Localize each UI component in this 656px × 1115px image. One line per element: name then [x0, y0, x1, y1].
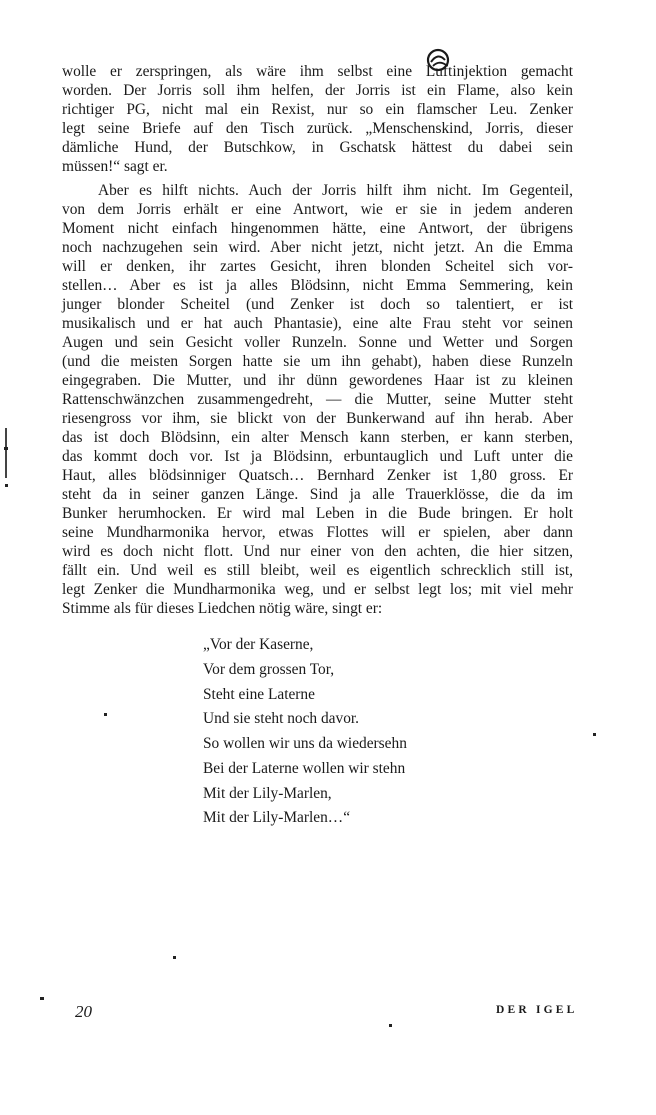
- verse-line: Mit der Lily-Marlen,: [203, 785, 332, 802]
- text-line: junger blonder Scheitel (und Zenker ist doch so talentiert, er ist: [62, 296, 573, 313]
- scan-speck: [104, 713, 107, 716]
- text-line: steht da in seiner ganzen Länge. Sind ja alle Trauerklösse, die da im: [62, 486, 573, 503]
- scan-speck: [593, 733, 596, 736]
- text-line: eingegraben. Die Mutter, und ihr dünn gewordenes Haar ist zu kleinen: [62, 372, 573, 389]
- verse-line: „Vor der Kaserne,: [203, 636, 314, 653]
- text-line: Aber es hilft nichts. Auch der Jorris hilft ihm nicht. Im Gegenteil,: [98, 182, 573, 199]
- text-line: Augen und sein Gesicht voller Runzeln. Sonne und Wetter und Sorgen: [62, 334, 573, 351]
- scan-speck: [4, 447, 8, 450]
- text-line: legt Zenker die Mundharmonika weg, und er selbst legt los; mit viel mehr: [62, 581, 573, 598]
- text-line: legt seine Briefe auf den Tisch zurück. „Menschenskind, Jorris, dieser: [62, 120, 573, 137]
- text-line: seine Mundharmonika hervor, etwas Flottes will er spielen, aber dann: [62, 524, 573, 541]
- margin-mark: [5, 428, 7, 478]
- text-line: von dem Jorris erhält er eine Antwort, wie er sie in jedem anderen: [62, 201, 573, 218]
- text-line: will er denken, ihr zartes Gesicht, ihren blonden Scheitel sich vor-: [62, 258, 573, 275]
- text-line: richtiger PG, nicht mal ein Rexist, nur so ein flamscher Leu. Zenker: [62, 101, 573, 118]
- text-line: (und die meisten Sorgen hatte sie um ihn gehabt), haben diese Runzeln: [62, 353, 573, 370]
- scan-speck: [173, 956, 176, 959]
- scan-speck: [40, 997, 44, 1000]
- text-line: stellen… Aber es ist ja alles Blödsinn, nicht Emma Semmering, kein: [62, 277, 573, 294]
- verse-line: Bei der Laterne wollen wir stehn: [203, 760, 406, 777]
- verse-line: Vor dem grossen Tor,: [203, 661, 335, 678]
- text-line: Bunker herumhocken. Er wird mal Leben in die Bude bringen. Er holt: [62, 505, 573, 522]
- text-line: noch nachzugehen sein wird. Aber nicht jetzt, nicht jetzt. An die Emma: [62, 239, 573, 256]
- text-line: Stimme als für dieses Liedchen nötig wäre, singt er:: [62, 600, 383, 617]
- text-line: fällt ein. Und weil es still bleibt, weil es eigentlich schrecklich still ist,: [62, 562, 573, 579]
- ink-stamp-icon: [424, 48, 452, 72]
- text-line: Haut, alles blödsinniger Quatsch… Bernhard Zenker ist 1,80 gross. Er: [62, 467, 573, 484]
- text-line: das kommt doch vor. Ist ja Blödsinn, erbuntauglich und Luft unter die: [62, 448, 573, 465]
- text-line: musikalisch und er hat auch Phantasie), eine alte Frau steht vor seinen: [62, 315, 573, 332]
- page-number: 20: [75, 1002, 92, 1021]
- scan-speck: [389, 1024, 392, 1027]
- scan-speck: [5, 484, 8, 487]
- text-line: worden. Der Jorris soll ihm helfen, der Jorris ist ein Flame, also kein: [62, 82, 573, 99]
- text-line: wolle er zerspringen, als wäre ihm selbst eine Luftinjektion gemacht: [62, 63, 573, 80]
- verse-line: Steht eine Laterne: [203, 686, 315, 703]
- running-title: DER IGEL: [496, 1004, 578, 1016]
- text-line: müssen!“ sagt er.: [62, 158, 168, 175]
- text-line: Moment nicht einfach hingenommen hätte, eine Antwort, der übrigens: [62, 220, 573, 237]
- verse-line: Mit der Lily-Marlen…“: [203, 809, 351, 826]
- verse-line: So wollen wir uns da wiedersehn: [203, 735, 407, 752]
- text-line: das ist doch Blödsinn, ein alter Mensch kann sterben, er kann sterben,: [62, 429, 573, 446]
- text-line: wird es doch nicht flott. Und nur einer von den achten, die hier sitzen,: [62, 543, 573, 560]
- verse-line: Und sie steht noch davor.: [203, 710, 360, 727]
- text-line: riesengross vor ihm, sie blickt von der Bunkerwand auf ihn herab. Aber: [62, 410, 573, 427]
- text-line: dämliche Hund, der Butschkow, in Gschatsk hättest du dabei sein: [62, 139, 573, 156]
- text-line: Rattenschwänzchen zusammengedreht, — die Mutter, seine Mutter steht: [62, 391, 573, 408]
